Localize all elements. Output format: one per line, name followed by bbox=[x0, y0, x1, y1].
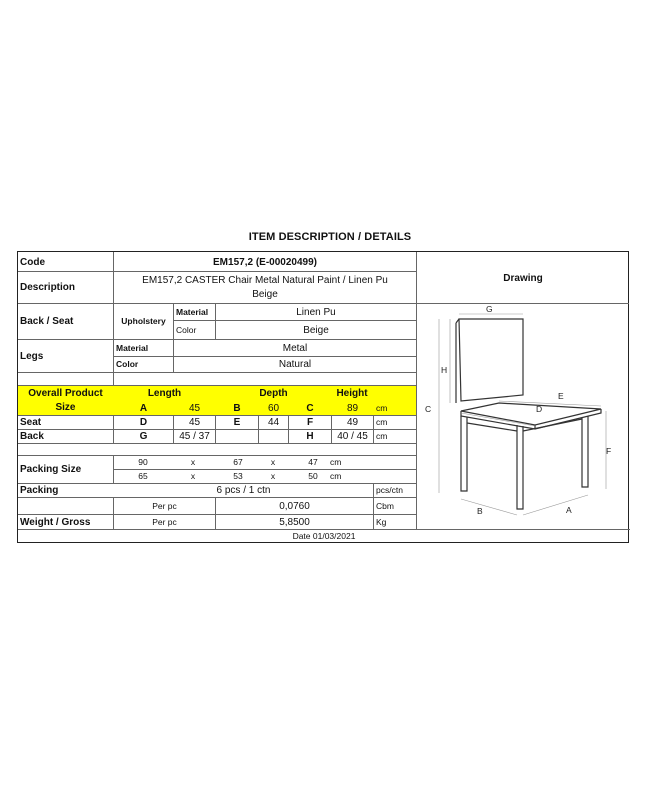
dim-a-value: 45 bbox=[188, 402, 201, 414]
legs-label: Legs bbox=[20, 350, 44, 362]
pack2-x: x bbox=[190, 471, 196, 481]
dim-b-value: 60 bbox=[267, 402, 280, 414]
dim-c-label: C bbox=[306, 402, 314, 414]
seat-label: Seat bbox=[20, 417, 42, 428]
date-footer: Date 01/03/2021 bbox=[292, 531, 356, 541]
dim-d-value: 45 bbox=[188, 417, 201, 428]
dim-b-label: B bbox=[233, 402, 241, 414]
chair-leg bbox=[582, 416, 588, 487]
dim-a-label: A bbox=[139, 402, 148, 414]
legs-material: Metal bbox=[282, 342, 308, 354]
dim-g-value: 45 / 37 bbox=[179, 431, 210, 442]
length-header: Length bbox=[147, 388, 182, 399]
seat-unit: cm bbox=[376, 417, 388, 427]
packing-size-label: Packing Size bbox=[20, 464, 82, 475]
description-line1: EM157,2 CASTER Chair Metal Natural Paint / Linen Pu bbox=[142, 275, 388, 286]
dim-e-label: E bbox=[233, 417, 241, 428]
chair-leg bbox=[461, 416, 467, 491]
description-line2: Beige bbox=[252, 289, 278, 300]
dim-f-value: 49 bbox=[346, 417, 359, 428]
packing-label: Packing bbox=[20, 485, 59, 496]
code-label: Code bbox=[20, 256, 45, 268]
pack2-height: 50 bbox=[308, 471, 318, 481]
depth-header: Depth bbox=[259, 388, 288, 399]
dim-e-value: 44 bbox=[267, 417, 280, 428]
label-g: G bbox=[486, 304, 493, 314]
dim-d-label: D bbox=[139, 417, 148, 428]
back-label: Back bbox=[20, 431, 44, 442]
back-seat-material: Linen Pu bbox=[296, 306, 336, 318]
overall-unit: cm bbox=[376, 402, 388, 413]
label-e: E bbox=[558, 391, 564, 401]
row-divider bbox=[18, 372, 417, 373]
pack2-x2: x bbox=[270, 471, 276, 481]
pack1-length: 90 bbox=[138, 457, 148, 467]
label-h: H bbox=[441, 365, 448, 375]
chair-backrest-side bbox=[456, 319, 459, 403]
legs-color-label: Color bbox=[116, 359, 139, 369]
back-seat-label: Back / Seat bbox=[20, 316, 74, 327]
weight-per-label: Per pc bbox=[152, 516, 177, 527]
height-header: Height bbox=[336, 388, 368, 399]
row-divider bbox=[18, 443, 417, 444]
label-b: B bbox=[477, 506, 483, 516]
code-value: EM157,2 (E-00020499) bbox=[213, 256, 317, 268]
upholstery-label: Upholstery bbox=[121, 316, 166, 326]
back-seat-material-label: Material bbox=[176, 306, 209, 317]
legs-color: Natural bbox=[278, 359, 312, 370]
packing-unit: pcs/ctn bbox=[376, 485, 403, 495]
col-divider bbox=[113, 455, 114, 483]
dim-c-value: 89 bbox=[346, 402, 359, 414]
pack2-unit: cm bbox=[330, 471, 342, 481]
pack2-width: 53 bbox=[233, 471, 243, 481]
legs-material-label: Material bbox=[116, 342, 149, 353]
description-label: Description bbox=[20, 282, 76, 293]
pack1-x: x bbox=[190, 457, 196, 467]
dim-g-label: G bbox=[139, 431, 148, 442]
cbm-unit: Cbm bbox=[376, 500, 394, 511]
overall-size-label2: Size bbox=[55, 402, 76, 413]
label-f: F bbox=[606, 446, 611, 456]
packing-value: 6 pcs / 1 ctn bbox=[216, 485, 271, 496]
overall-size-label1: Overall Product bbox=[28, 388, 103, 399]
page-title: ITEM DESCRIPTION / DETAILS bbox=[248, 231, 412, 243]
weight-unit: Kg bbox=[376, 516, 387, 527]
dim-h-value: 40 / 45 bbox=[337, 431, 368, 442]
weight-value: 5,8500 bbox=[279, 516, 310, 528]
back-seat-color: Beige bbox=[303, 324, 329, 336]
cbm-per-label: Per pc bbox=[152, 500, 177, 511]
back-seat-color-label: Color bbox=[176, 324, 197, 335]
cbm-value: 0,0760 bbox=[279, 500, 310, 512]
chair-drawing bbox=[399, 303, 611, 533]
pack1-width: 67 bbox=[233, 457, 243, 467]
chair-leg bbox=[517, 425, 523, 509]
chair-backrest bbox=[459, 319, 523, 401]
label-d: D bbox=[536, 404, 543, 414]
dim-h-label: H bbox=[306, 431, 314, 442]
pack1-x2: x bbox=[270, 457, 276, 467]
weight-label: Weight / Gross bbox=[20, 516, 91, 528]
label-a: A bbox=[566, 505, 572, 515]
dim-f-label: F bbox=[306, 417, 314, 428]
dimension-line-b bbox=[461, 499, 517, 515]
chair-seat bbox=[461, 403, 601, 425]
dimension-line-a bbox=[523, 495, 588, 515]
drawing-label: Drawing bbox=[503, 272, 543, 284]
back-unit: cm bbox=[376, 431, 388, 441]
label-c: C bbox=[425, 404, 432, 414]
pack1-unit: cm bbox=[330, 457, 342, 467]
pack2-length: 65 bbox=[138, 471, 148, 481]
pack1-height: 47 bbox=[308, 457, 318, 467]
